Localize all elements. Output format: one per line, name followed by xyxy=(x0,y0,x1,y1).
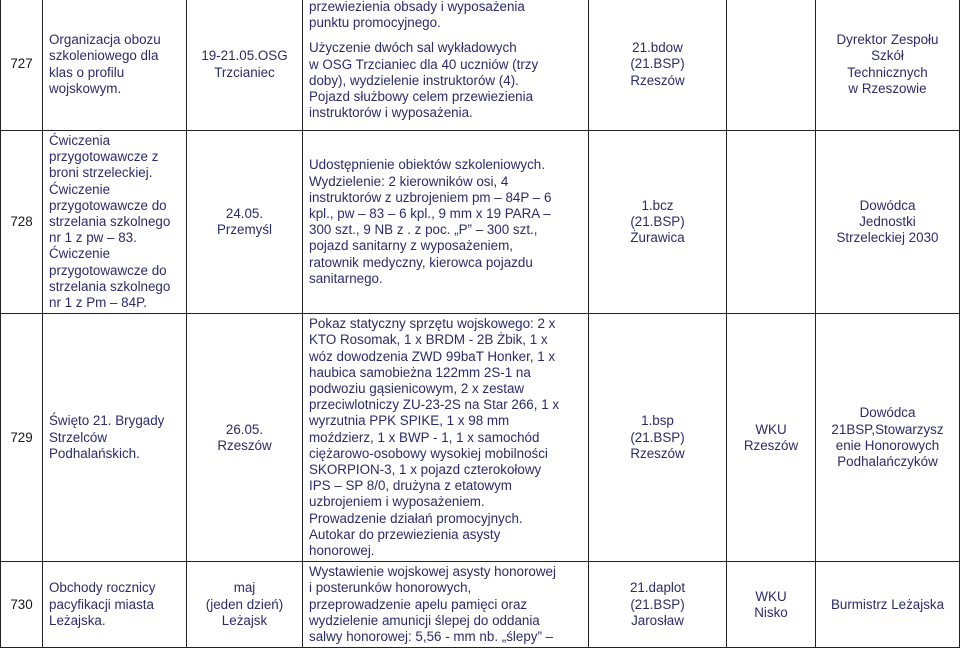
text-line: szkoleniowego dla xyxy=(49,48,159,64)
text-line: Udostępnienie obiektów szkoleniowych. xyxy=(309,157,545,173)
activity-name-cell xyxy=(43,131,187,314)
text-line: WKU xyxy=(755,421,787,437)
text-line: Technicznych xyxy=(847,64,928,80)
supporting-unit-cell xyxy=(589,562,727,648)
text-line: wydzielenie amunicji ślepej do oddania xyxy=(309,612,540,628)
text-line: (21.BSP) xyxy=(630,214,685,230)
text-line: Rzeszów xyxy=(217,437,272,453)
text-line: haubica samobieżna 122mm 2S-1 na xyxy=(309,364,531,380)
table-row xyxy=(1,314,960,562)
text-line: nr 1 z Pm – 84P. xyxy=(49,295,148,311)
wku-office-cell xyxy=(727,314,816,562)
text-line: Strzelców xyxy=(49,429,108,445)
text-line: sanitarnego. xyxy=(309,270,383,286)
text-line: Leżajsk xyxy=(221,612,268,628)
text-line: Podhalańczyków xyxy=(837,453,938,469)
text-line: moździerz, 1 x BWP - 1, 1 x samochód xyxy=(309,429,540,445)
row-number-cell: 727 xyxy=(1,0,43,131)
text-line: doby), wydzielenie instruktorów (4). xyxy=(309,72,519,88)
text-line: przygotowawcze do xyxy=(49,262,167,278)
continued-text xyxy=(309,0,582,31)
row-number-cell: 730 xyxy=(1,562,43,648)
text-line: Użyczenie dwóch sal wykładowych xyxy=(309,40,517,56)
text-line: podwoziu gąsienicowym, 2 x zestaw xyxy=(309,381,525,397)
support-description-cell xyxy=(303,314,589,562)
text-line: Trzcianiec xyxy=(214,64,275,80)
text-line: Prowadzenie działań promocyjnych. xyxy=(309,510,523,526)
text-line: Podhalańskich. xyxy=(49,445,140,461)
table-row xyxy=(1,131,960,314)
text-line: wyrzutnia PPK SPIKE, 1 x 98 mm xyxy=(309,413,510,429)
wku-office-cell xyxy=(727,0,816,131)
text-line: strzelania szkolnego xyxy=(49,278,171,294)
date-place-cell xyxy=(187,131,303,314)
text-line: w OSG Trzcianiec dla 40 uczniów (trzy xyxy=(309,56,539,72)
text-line: broni strzeleckiej. xyxy=(49,165,153,181)
text-line: wóz dowodzenia ZWD 99baT Honker, 1 x xyxy=(309,348,556,364)
table-row xyxy=(1,0,960,131)
text-line: Leżajska. xyxy=(49,612,106,628)
supporting-unit-cell xyxy=(589,131,727,314)
text-line: instruktorów i wyposażenia. xyxy=(309,105,473,121)
text-line: (jeden dzień) xyxy=(205,596,284,612)
text-line: Pojazd służbowy celem przewiezienia xyxy=(309,89,534,105)
text-line: strzelania szkolnego xyxy=(49,214,171,230)
text-line: pojazd sanitarny z wyposażeniem, xyxy=(309,238,513,254)
text-line: przygotowawcze z xyxy=(49,149,159,165)
text-line: instruktorów z uzbrojeniem pm – 84P – 6 xyxy=(309,189,552,205)
text-line: nr 1 z pw – 83. xyxy=(49,230,137,246)
text-line: Żurawica xyxy=(630,230,685,246)
text-line: przeciwlotniczy ZU-23-2S na Star 266, 1 x xyxy=(309,397,560,413)
text-line: 21.daplot xyxy=(629,580,686,596)
text-line: KTO Rosomak, 1 x BRDM - 2B Żbik, 1 x xyxy=(309,332,548,348)
text-line: wojskowym. xyxy=(49,80,122,96)
text-line: 1.bsp xyxy=(641,413,674,429)
wku-office-cell xyxy=(727,562,816,648)
organizer-cell xyxy=(816,562,960,648)
text-line: ciężarowo-osobowy wysokiej mobilności xyxy=(309,445,548,461)
text-line: Burmistrz Leżajska xyxy=(830,596,945,612)
description-text xyxy=(309,40,582,121)
text-line: Autokar do przewiezienia asysty xyxy=(309,526,501,542)
text-line: maj xyxy=(233,580,256,596)
text-line: Jarosław xyxy=(631,612,684,628)
text-line: Wydzielenie: 2 kierowników osi, 4 xyxy=(309,173,509,189)
text-line: (21.BSP) xyxy=(630,429,685,445)
text-line: salwy honorowej: 5,56 - mm nb. „ślepy” – xyxy=(309,629,554,645)
text-line: Strzeleckiej 2030 xyxy=(836,230,939,246)
date-place-cell xyxy=(187,562,303,648)
text-line: Dyrektor Zespołu xyxy=(836,32,939,48)
text-line: Rzeszów xyxy=(630,72,685,88)
text-line: w Rzeszowie xyxy=(848,80,927,96)
date-place-cell xyxy=(187,314,303,562)
wku-office-cell xyxy=(727,131,816,314)
text-line: WKU xyxy=(755,588,787,604)
text-line: IPS – SP 8/0, drużyna z etatowym xyxy=(309,478,512,494)
text-line: 26.05. xyxy=(225,421,264,437)
activity-name-cell xyxy=(43,0,187,131)
text-line: Szkół xyxy=(871,48,904,64)
text-line: Ćwiczenie xyxy=(49,181,111,197)
text-line: Ćwiczenia xyxy=(49,133,111,148)
text-line: 21.bdow xyxy=(632,40,683,56)
text-line: Rzeszów xyxy=(630,445,685,461)
row-number-cell: 728 xyxy=(1,131,43,314)
text-line: (21.BSP) xyxy=(630,56,685,72)
text-line: uzbrojeniem i wyposażeniem. xyxy=(309,494,485,510)
text-line: Pokaz statyczny sprzętu wojskowego: 2 x xyxy=(309,316,556,332)
text-line: honorowej. xyxy=(309,543,375,559)
text-line: Nisko xyxy=(754,604,788,620)
text-line: Ćwiczenie xyxy=(49,246,111,262)
text-line: Rzeszów xyxy=(743,437,799,453)
text-line: 24.05. xyxy=(225,205,264,221)
activity-name-cell xyxy=(43,314,187,562)
table-row xyxy=(1,562,960,648)
text-line: (21.BSP) xyxy=(630,596,685,612)
text-line: punktu promocyjnego. xyxy=(309,15,441,31)
table-body xyxy=(1,0,960,648)
organizer-cell xyxy=(816,131,960,314)
text-line: Dowódca xyxy=(859,405,916,421)
activity-name-cell xyxy=(43,562,187,648)
text-line: klas o profilu xyxy=(49,64,125,80)
supporting-unit-cell xyxy=(589,314,727,562)
supporting-unit-cell xyxy=(589,0,727,131)
date-place-cell xyxy=(187,0,303,131)
text-line: Organizacja obozu xyxy=(49,32,161,48)
text-line: Święto 21. Brygady xyxy=(49,413,165,429)
support-description-cell xyxy=(303,562,589,648)
text-line: Przemyśl xyxy=(216,222,273,238)
text-line: ratownik medyczny, kierowca pojazdu xyxy=(309,254,533,270)
row-number-cell: 729 xyxy=(1,314,43,562)
text-line: 21BSP,Stowarzysz xyxy=(831,421,944,437)
text-line: 300 szt., 9 NB z . z poc. „P” – 300 szt., xyxy=(309,222,538,238)
text-line: Wystawienie wojskowej asysty honorowej xyxy=(309,564,556,580)
text-line: SKORPION-3, 1 x pojazd czterokołowy xyxy=(309,462,542,478)
text-line: enie Honorowych xyxy=(835,437,940,453)
text-line: 19-21.05.OSG xyxy=(201,48,288,64)
organizer-cell xyxy=(816,314,960,562)
text-line: kpl., pw – 83 – 6 kpl., 9 mm x 19 PARA – xyxy=(309,205,551,221)
text-line: Jednostki xyxy=(859,214,916,230)
text-line: przeprowadzenie apelu pamięci oraz xyxy=(309,596,528,612)
text-line: i posterunków honorowych, xyxy=(309,580,472,596)
text-line: 1.bcz xyxy=(641,197,674,213)
support-description-cell xyxy=(303,131,589,314)
text-line: Obchody rocznicy xyxy=(49,580,156,596)
organizer-cell xyxy=(816,0,960,131)
support-description-cell xyxy=(303,0,589,131)
text-line: przewiezienia obsady i wyposażenia xyxy=(309,0,525,14)
text-line: Dowódca xyxy=(859,197,916,213)
text-line: przygotowawcze do xyxy=(49,197,167,213)
text-line: pacyfikacji miasta xyxy=(49,596,154,612)
